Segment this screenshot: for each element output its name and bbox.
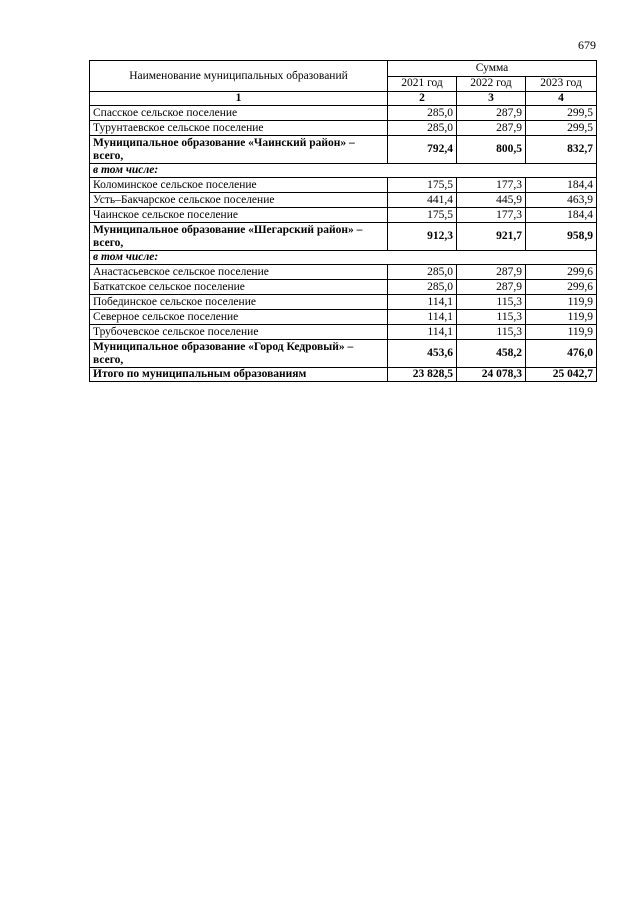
amount-cell-2022: 177,3 xyxy=(457,208,526,223)
municipality-name-cell: Спасское сельское поселение xyxy=(90,106,388,121)
amount-cell-2021: 175,5 xyxy=(388,178,457,193)
amount-cell-2023: 119,9 xyxy=(526,295,597,310)
table-row xyxy=(90,178,597,193)
amount-cell-2021: 175,5 xyxy=(388,208,457,223)
subheading-cell: в том числе: xyxy=(90,164,597,178)
budget-table xyxy=(89,60,597,382)
amount-cell-2023: 119,9 xyxy=(526,310,597,325)
amount-cell-2023: 832,7 xyxy=(526,136,597,164)
amount-cell-2022: 287,9 xyxy=(457,106,526,121)
header-name-column: Наименование муниципальных образований xyxy=(90,61,388,92)
municipality-name-cell: Анастасьевское сельское поселение xyxy=(90,265,388,280)
amount-cell-2021: 441,4 xyxy=(388,193,457,208)
amount-cell-2021: 285,0 xyxy=(388,265,457,280)
amount-cell-2023: 299,5 xyxy=(526,121,597,136)
municipality-name-cell: Коломинское сельское поселение xyxy=(90,178,388,193)
amount-cell-2022: 115,3 xyxy=(457,295,526,310)
municipality-name-cell: Муниципальное образование «Город Кедровый» – всего, xyxy=(90,340,388,368)
amount-cell-2021: 114,1 xyxy=(388,310,457,325)
table-row xyxy=(90,310,597,325)
amount-cell-2021: 285,0 xyxy=(388,121,457,136)
column-number-3: 3 xyxy=(457,92,526,106)
amount-cell-2021: 453,6 xyxy=(388,340,457,368)
table-row xyxy=(90,265,597,280)
amount-cell-2021: 285,0 xyxy=(388,106,457,121)
amount-cell-2023: 119,9 xyxy=(526,325,597,340)
amount-cell-2023: 299,5 xyxy=(526,106,597,121)
amount-cell-2023: 184,4 xyxy=(526,178,597,193)
amount-cell-2022: 445,9 xyxy=(457,193,526,208)
amount-cell-2022: 921,7 xyxy=(457,223,526,251)
municipality-name-cell: Трубочевское сельское поселение xyxy=(90,325,388,340)
table-row xyxy=(90,193,597,208)
municipality-name-cell: Муниципальное образование «Чаинский район» – всего, xyxy=(90,136,388,164)
table-row xyxy=(90,280,597,295)
subheading-cell: в том числе: xyxy=(90,251,597,265)
amount-cell-2023: 25 042,7 xyxy=(526,368,597,382)
municipality-name-cell: Усть–Бакчарское сельское поселение xyxy=(90,193,388,208)
column-number-1: 1 xyxy=(90,92,388,106)
header-year-2022: 2022 год xyxy=(457,76,526,92)
amount-cell-2021: 114,1 xyxy=(388,295,457,310)
page-number: 679 xyxy=(578,38,596,52)
table-row xyxy=(90,325,597,340)
header-sum: Сумма xyxy=(388,61,597,77)
amount-cell-2021: 792,4 xyxy=(388,136,457,164)
table-body xyxy=(90,106,597,382)
subtotal-row xyxy=(90,136,597,164)
column-number-4: 4 xyxy=(526,92,597,106)
municipality-name-cell: Баткатское сельское поселение xyxy=(90,280,388,295)
column-number-2: 2 xyxy=(388,92,457,106)
table-row xyxy=(90,295,597,310)
table-row xyxy=(90,208,597,223)
grand-total-row xyxy=(90,368,597,382)
amount-cell-2022: 24 078,3 xyxy=(457,368,526,382)
subtotal-row xyxy=(90,340,597,368)
table-row xyxy=(90,121,597,136)
header-year-2023: 2023 год xyxy=(526,76,597,92)
header-year-2021: 2021 год xyxy=(388,76,457,92)
amount-cell-2022: 287,9 xyxy=(457,121,526,136)
amount-cell-2022: 287,9 xyxy=(457,280,526,295)
amount-cell-2023: 958,9 xyxy=(526,223,597,251)
municipality-name-cell: Чаинское сельское поселение xyxy=(90,208,388,223)
amount-cell-2023: 476,0 xyxy=(526,340,597,368)
amount-cell-2022: 458,2 xyxy=(457,340,526,368)
table-row xyxy=(90,106,597,121)
municipality-name-cell: Северное сельское поселение xyxy=(90,310,388,325)
municipality-name-cell: Итого по муниципальным образованиям xyxy=(90,368,388,382)
amount-cell-2023: 299,6 xyxy=(526,265,597,280)
amount-cell-2022: 287,9 xyxy=(457,265,526,280)
amount-cell-2023: 299,6 xyxy=(526,280,597,295)
amount-cell-2022: 115,3 xyxy=(457,325,526,340)
amount-cell-2022: 177,3 xyxy=(457,178,526,193)
amount-cell-2021: 285,0 xyxy=(388,280,457,295)
municipality-name-cell: Муниципальное образование «Шегарский район» – всего, xyxy=(90,223,388,251)
amount-cell-2023: 184,4 xyxy=(526,208,597,223)
amount-cell-2023: 463,9 xyxy=(526,193,597,208)
municipality-name-cell: Побединское сельское поселение xyxy=(90,295,388,310)
amount-cell-2022: 115,3 xyxy=(457,310,526,325)
subheading-row xyxy=(90,251,597,265)
amount-cell-2022: 800,5 xyxy=(457,136,526,164)
subtotal-row xyxy=(90,223,597,251)
municipality-name-cell: Турунтаевское сельское поселение xyxy=(90,121,388,136)
subheading-row xyxy=(90,164,597,178)
amount-cell-2021: 912,3 xyxy=(388,223,457,251)
amount-cell-2021: 114,1 xyxy=(388,325,457,340)
amount-cell-2021: 23 828,5 xyxy=(388,368,457,382)
